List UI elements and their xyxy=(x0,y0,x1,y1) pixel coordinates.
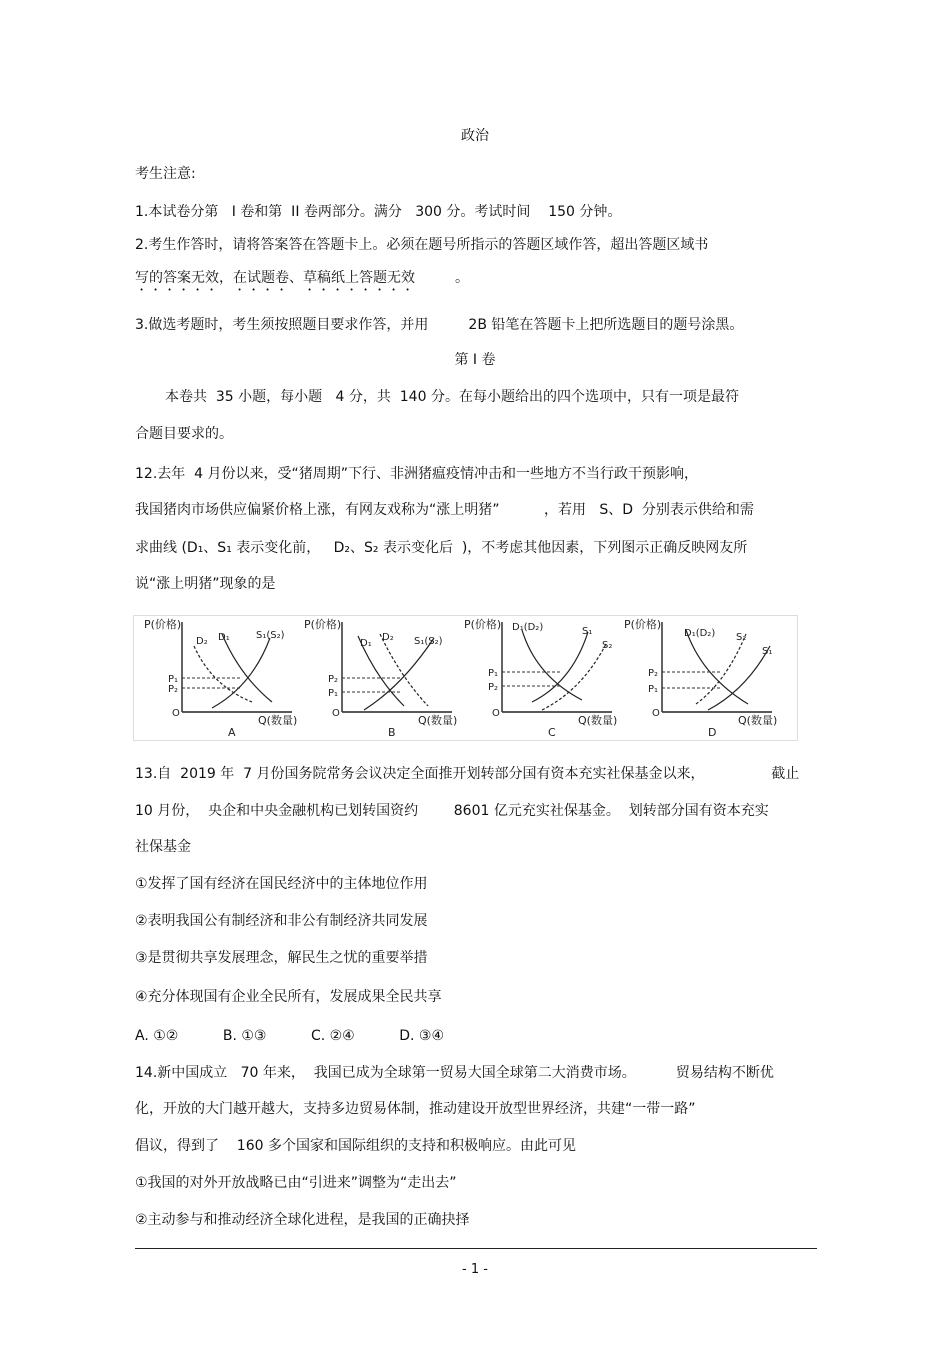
curve-label: D₂ xyxy=(196,636,208,647)
q12-line-2: 我国猪肉市场供应偏紧价格上涨，有网友戏称为“涨上明猪” ，若用 S、D 分别表示供给和需 xyxy=(135,502,754,518)
curve-label: D₂ xyxy=(382,632,394,643)
price-label: P₁ xyxy=(168,674,179,685)
supply-curve xyxy=(696,634,746,704)
supply-demand-graphs xyxy=(134,616,797,740)
x-axis-label: Q(数量) xyxy=(578,714,618,727)
notice-heading: 考生注意: xyxy=(135,166,196,182)
supply-curve xyxy=(364,638,434,710)
footer-rule xyxy=(135,1248,817,1249)
y-axis-label: P(价格) xyxy=(464,618,502,631)
price-label: P₂ xyxy=(168,684,179,695)
panel-letter: D xyxy=(708,726,717,739)
curve-label: S₁ xyxy=(582,626,593,637)
curve-label: D₁(D₂) xyxy=(684,628,716,639)
q13-line-3: 社保基金 xyxy=(135,839,191,855)
q13-option-2: ②表明我国公有制经济和非公有制经济共同发展 xyxy=(135,913,428,929)
price-label: P₁ xyxy=(648,684,659,695)
note-3: 3.做选考题时，考生须按照题目要求作答，并用 2B 铅笔在答题卡上把所选题目的题号涂黑。 xyxy=(135,317,744,333)
supply-curve xyxy=(542,644,606,710)
q12-line-3: 求曲线 (D₁、S₁ 表示变化前， D₂、S₂ 表示变化后 )，不考虑其他因素，下列图示正确反映网友所 xyxy=(135,540,748,556)
origin-label: O xyxy=(172,708,180,719)
curve-label: D₁ xyxy=(360,638,372,649)
origin-label: O xyxy=(492,708,500,719)
supply-demand-figure xyxy=(133,615,798,741)
origin-label: O xyxy=(332,708,340,719)
instructions-line-2: 合题目要求的。 xyxy=(135,426,233,442)
y-axis-label: P(价格) xyxy=(144,618,182,631)
q14-line-3: 倡议，得到了 160 多个国家和国际组织的支持和积极响应。由此可见 xyxy=(135,1138,576,1154)
price-label: P₂ xyxy=(488,682,499,693)
q14-option-2: ②主动参与和推动经济全球化进程，是我国的正确抉择 xyxy=(135,1212,470,1228)
curve-label: S₁(S₂) xyxy=(256,630,285,641)
curve-label: D₁ xyxy=(218,632,230,643)
section-title: 第 I 卷 xyxy=(454,352,496,368)
y-axis-label: P(价格) xyxy=(624,618,662,631)
curve-label: S₁(S₂) xyxy=(414,636,443,647)
q13-option-3: ③是贯彻共享发展理念，解民生之忧的重要举措 xyxy=(135,950,428,966)
q13-option-1: ①发挥了国有经济在国民经济中的主体地位作用 xyxy=(135,876,428,892)
note-1: 1.本试卷分第 I 卷和第 II 卷两部分。满分 300 分。考试时间 150 分钟。 xyxy=(135,204,622,220)
curve-label: S₂ xyxy=(736,632,747,643)
origin-label: O xyxy=(652,708,660,719)
page-title: 政治 xyxy=(461,128,489,144)
price-label: P₂ xyxy=(328,674,339,685)
price-label: P₁ xyxy=(328,688,339,699)
q13-option-4: ④充分体现国有企业全民所有，发展成果全民共享 xyxy=(135,989,442,1005)
note-2-line-a: 2.考生作答时，请将答案答在答题卡上。必须在题号所指示的答题区域作答，超出答题区域书 xyxy=(135,237,709,253)
supply-curve xyxy=(708,646,773,710)
q14-line-1: 14.新中国成立 70 年来， 我国已成为全球第一贸易大国全球第二大消费市场。 贸易结构不断优 xyxy=(135,1065,774,1081)
panel-letter: B xyxy=(388,726,396,739)
q13-line-1: 13.自 2019 年 7 月份国务院常务会议决定全面推开划转部分国有资本充实社保基金以来， 截止 xyxy=(135,766,800,782)
demand-curve xyxy=(222,634,272,702)
note-2-emphasis: 写的答案无效，在试题卷、草稿纸上答题无效 xyxy=(135,270,415,286)
x-axis-label: Q(数量) xyxy=(738,714,778,727)
demand-curve xyxy=(194,646,252,702)
q13-line-2: 10 月份， 央企和中央金融机构已划转国资约 8601 亿元充实社保基金。 划转部分国有资本充实 xyxy=(135,803,769,819)
curve-label: S₁ xyxy=(762,646,773,657)
curve-label: S₂ xyxy=(602,640,613,651)
q12-line-1: 12.去年 4 月份以来，受“猪周期”下行、非洲猪瘟疫情冲击和一些地方不当行政干预影响， xyxy=(135,466,699,482)
page-number: - 1 - xyxy=(462,1262,488,1277)
x-axis-label: Q(数量) xyxy=(418,714,458,727)
price-label: P₂ xyxy=(648,668,659,679)
note-2-line-b xyxy=(135,269,469,294)
curve-label: D₁(D₂) xyxy=(512,622,544,633)
q14-option-1: ①我国的对外开放战略已由“引进来”调整为“走出去” xyxy=(135,1175,457,1191)
note-2-end: 。 xyxy=(455,270,469,286)
price-label: P₁ xyxy=(488,668,499,679)
panel-letter: C xyxy=(548,726,556,739)
panel-letter: A xyxy=(228,726,236,739)
y-axis-label: P(价格) xyxy=(304,618,342,631)
instructions-line-1: 本卷共 35 小题，每小题 4 分，共 140 分。在每小题给出的四个选项中，只有一项是最符 xyxy=(165,389,739,405)
q14-line-2: 化，开放的大门越开越大，支持多边贸易体制，推动建设开放型世界经济，共建“一带一路” xyxy=(135,1101,696,1117)
x-axis-label: Q(数量) xyxy=(258,714,298,727)
q12-line-4: 说“涨上明猪”现象的是 xyxy=(135,576,276,592)
q13-choices: A. ①② B. ①③ C. ②④ D. ③④ xyxy=(135,1028,445,1044)
